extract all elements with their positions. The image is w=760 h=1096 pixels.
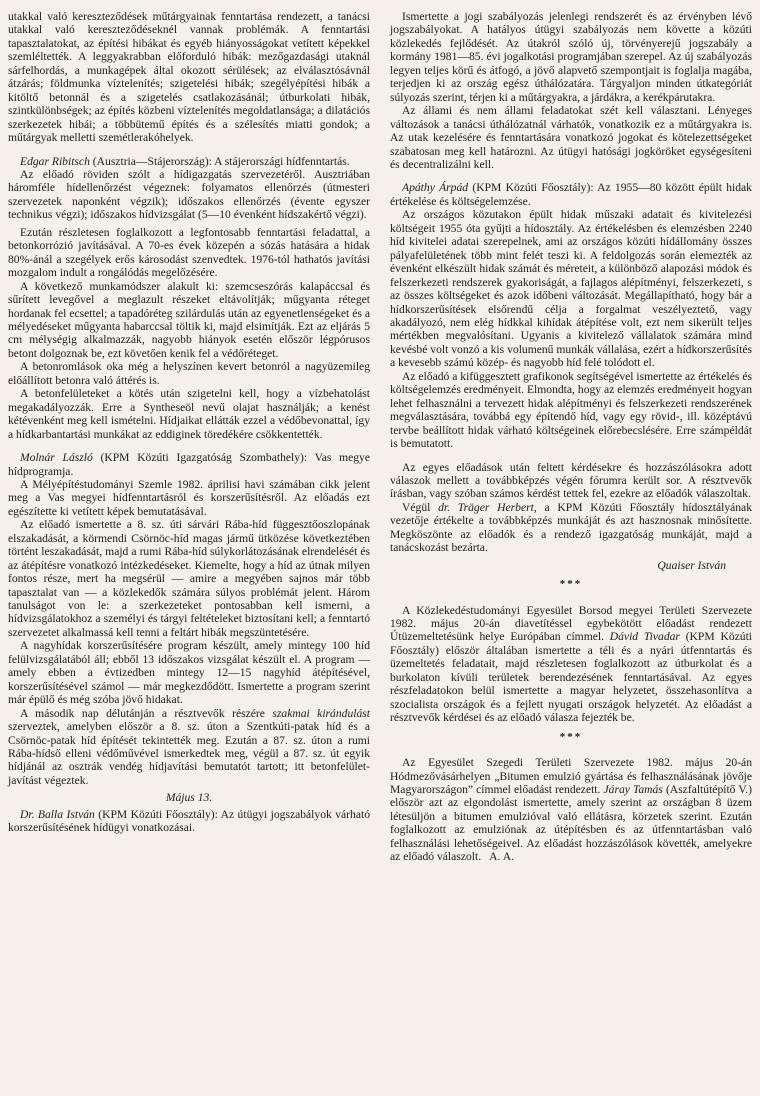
- paragraph: Az egyes előadások után feltett kérdésekre és hozzászólásokra adott válaszok mellett a továbbképzés végén fórumra került sor. A résztvevők írásban, vagy szóban számos kérdést tettek fel, ezekre az előadók válaszoltak.: [390, 460, 752, 501]
- paragraph: Az országos közutakon épült hidak műszaki adatait és kivitelezési költségeit 1955 óta gyűjti a hídosztály. Az értékelésben és elemzésben 2240 híd kivitelei adatai szerepelnek, ami az országos közúti hídállomány összes pályafelületének több mint felét teszi ki. A feldolgozás során elemezték az évenként elkészült hidak számát és méreteit, a különböző alapozási módok és felszerkezeti rendszerek gyakoriságát, a fajlagos alépítményi, felszerkezeti, s az összes költségeket és azok időbeni változását. Megállapítható, hogy bár a hídkorszerűsítések elsőrendű célja a forgalmat veszélyeztető, vagy akadályozó, nem elég hídkkal kihídak átépítése volt, ezt nem sikerült teljes mértékben megvalósítani. Ugyanis a kivitelező vállalatok számára mind kevésbé volt vonzó a kis volumenű munkák vállalása, ezért a hídkorszerűsítés a kevesebb számú közép- és nagyobb híd felé tolódott el.: [390, 208, 752, 370]
- right-column: [390, 10, 752, 1096]
- text-run: (KPM Közúti Főosztály) először általában ismertette a téli és a nyári útfenntartás és üzemeltetés feladatait, majd részletesen foglalkozott az útburkolat és a burkolaton kívüli területek berendezésének fenntartásával. Az egyes részfeladatokon belül ismertette a magyar helyzetet, összehasonlítva a szocialista országok és a fejlett nyugati országok helyzetét. Az előadást a résztvevők kérdései és az előadó válasza fejezték be.: [390, 630, 753, 725]
- text-run: A Közlekedéstudományi Egyesület Borsod megyei Területi Szervezete 1982. május 20-án diavetítéssel egybekötött előadást rendezett Útüzemeltetésünk helye Európában címmel.: [390, 603, 752, 644]
- text-run: szerveztek, amelyben először a 8. sz. úton a Szentkúti-patak híd és a Csörnöc-patak híd építését tekintették meg. Ezután a 87. sz. úton a rumi Rába-hídső elleni védőművével ismerkedtek meg, végül a 87. sz. út egyik hídjánál az osztrák vendég hídjavítási bemutatót tartott; itt betonfelület-javítást végeztek.: [8, 720, 370, 787]
- paragraph: Ismertette a jogi szabályozás jelenlegi rendszerét és az érvényben lévő jogszabályokat. A hatályos útügyi szabályozás nem követte a közúti közlekedés fejlődését. Az útakról szóló új, törvényerejű jogszabály a kormány 1981—85. évi jogalkotási programjában szerepel. Az új szabályozás legyen teljes körű és átfogó, a jövő alapvető szempontjait is foglalja magába, terjedjen ki az ország egész úthálózatára. Tárgyaljon minden útkategóriát súlyozás szerint, térjen ki a műtárgyakra, a járdákra, a kerékpárutakra.: [390, 10, 752, 104]
- section-date: Május 13.: [165, 791, 213, 805]
- paragraph: Az állami és nem állami feladatokat szét kell választani. Lényeges változások a tanácsi úthálózatnál várhatók, vonatkozik ez a műtárgyakra is. Az utak kezelésére és fenntartására vonatkozó jogokat és kötelezettségeket szabatosan meg kell határozni. Az útügyi hatósági jogköröket egységesíteni és decentralizálni kell.: [390, 104, 752, 171]
- paragraph: Az előadó ismertette a 8. sz. úti sárvári Rába-híd függesztőoszlopának elszakadását, a körmendi Csörnöc-híd magas jármű ütközése következtében történt leszakadását, majd a rumi Rába-híd súlykorlátozásának elrendelését és az átépítésre vonatkozó intézkedéseket. Kiemelte, hogy a híd az útnak milyen fontos része, mert ha megsérül — amire a megyében sajnos már több tapasztalat van — a közlekedők számára súlyos problémát jelent. Három tanulságot von le: a szerkezeteket pontosabban kell ismerni, a hídvizsgálatokhoz a személyi és tárgyi feltételeket biztosítani kell; a fenntartó szervezetet alkalmassá kell tenni a feltárt hibák megszüntetésére.: [8, 518, 370, 639]
- speaker-name: Dávid Tivadar: [609, 630, 680, 644]
- author-signature: Quaiser István: [657, 558, 726, 572]
- paragraph: [390, 604, 752, 725]
- paragraph: A betonfelületeket a kötés után szigetelni kell, hogy a vízbehatolást megakadályozzák. Erre a Syntheseöl nevű olajat használják; a kenést kétévenként meg kell ismételni. Hídjaikat ellátták ezzel a védőbevonattal, így a hídkarbantartási munkákat az eddiginek töredékére csökkentették.: [8, 387, 370, 441]
- lecture-heading: [8, 451, 370, 478]
- paragraph: [390, 756, 752, 864]
- lecture-heading: [390, 181, 752, 208]
- paragraph: A nagyhídak korszerűsítésére program készült, amely mintegy 100 híd felülvizsgálatából áll; ebből 13 időszakos vizsgálat készült el. A program — amely ebben a évtizedben mintegy 12—15 nagyhíd átépítésével, korszerűsítésével számol — már megkezdődött. Ismertette a program szerint már épülő és még szóba jövő hidakat.: [8, 639, 370, 707]
- speaker-name: Járay Tamás: [603, 783, 663, 797]
- lecture-heading: [8, 155, 370, 168]
- paragraph: [8, 707, 370, 788]
- text-run: , a KPM Közúti Főosztály hídosztályának vezetője értékelte a továbbképzés munkáját és azt hasznosnak minősítette. Megköszönte az előadók és a rendező igazgatóság munkáját, majd a tanácskozást bezárta.: [390, 500, 753, 555]
- author-initials: A. A.: [489, 850, 514, 864]
- text-run: Az Egyesület Szegedi Területi Szervezete 1982. május 20-án Hódmezővásárhelyen „Bitumen emulzió gyártása és felhasználásának jövője Magyarországon” címmel előadást rendezett.: [390, 756, 752, 797]
- paragraph: Ezután részletesen foglalkozott a legfontosabb fenntartási feladattal, a betonkorrózió javításával. A 70-es évek közepén a sózás hatására a hidak 80%-ánál a szegélyek erős károsodást szenvedtek. 1976-tól hathatós javítási mozgalom indult a rongálódás megelőzésére.: [8, 225, 370, 280]
- lecture-title: (Ausztria—Stájerország): A stájerországi hídfenntartás.: [89, 154, 350, 168]
- paragraph: A betonromlások oka még a helyszínen kevert betonról a nagyüzemileg előállított betonra való áttérés is.: [8, 360, 370, 387]
- speaker-name: Apáthy Árpád: [402, 181, 469, 195]
- section-separator: ***: [559, 730, 583, 743]
- left-column: [8, 10, 370, 1096]
- lecture-title: (KPM Közúti Igazgatóság Szombathely): Vas megye hídprogramja.: [8, 451, 370, 478]
- text-run: A második nap délutánján a résztvevők részére: [20, 706, 273, 720]
- text-run: (Aszfaltútépítő V.) először azt az elgondolást ismertette, amely szerint az országban 8 üzem létesüljön a bitumen emulzióval való ellátásra, körzetek szerint. Ezután foglalkozott az emulziónak az útépítésben és az útfenntartásban való felhasználási lehetőségeivel. Az előadást hozzászólások követték, amelyekre az előadó válaszolt.: [390, 783, 752, 864]
- text-run: Végül: [402, 500, 439, 514]
- paragraph: Az előadó röviden szólt a hídigazgatás szervezetéről. Ausztriában háromféle hídellenőrzést végeznek: folyamatos ellenőrzés (útmesteri szervezetek naponként végzik); időszakos ellenőrzés (évente egyszer technikus végzi); időszakos hídvizsgálat (5—10 évenként hídszakértő végzi).: [8, 167, 370, 222]
- lecture-heading: [8, 808, 370, 835]
- speaker-name: Molnár László: [20, 451, 93, 465]
- paragraph: A Mélyépítéstudományi Szemle 1982. áprilisi havi számában cikk jelent meg a Vas megyei hídfenntartásról és korszerűsítésről. Az előadás ezt egészítette ki vetített képek bemutatásával.: [8, 477, 370, 518]
- paragraph: Az előadó a kifüggesztett grafikonok segítségével ismertette az értékelés és költségelemzés eredményeit. Elmondta, hogy az elemzés eredményeit hogyan lehet felhasználni a tervezett hidak alépítményi és felszerkezeti rendszerének megválasztására, továbbá egy építendő híd, vagy egy rövid-, ill. középtávú tervbe beállított hidak várható költségeinek előrebecslésére. Erre számpéldát is bemutatott.: [390, 369, 752, 451]
- paragraph: [390, 501, 752, 555]
- speaker-name: Edgar Ribitsch: [20, 154, 90, 168]
- emphasis: szakmai kirándulást: [272, 706, 370, 720]
- person-name: dr. Träger Herbert: [438, 500, 534, 514]
- paragraph: utakkal való kereszteződések műtárgyainak fenntartása rendezett, a tanácsi utakkal való kereszteződéseknél vannak problémák. A fenntartási tapasztalatokat, az építési hibákat és egyéb hiányosságokat vetített képekkel szemléltették. A leggyakrabban előforduló hibák: mezőgazdasági utaknál sárfelhordás, a munkagépek által okozott sérülések; az elválasztósávnál átzárás; földmunka víztelenítés; szigetelési hibák; szegélyépítési hibák a kitöltő betonnál és a szigetelés csatlakozásánál; útburkolati hibák, szintkülönbségek; az építés közbeni víztelenítés megoldatlansága; a dilatációs szerkezetek hibái; a többütemű építés és a szélesítés miatti gondok; a műtárgyak melletti szemétlerakóhelyek.: [8, 10, 370, 145]
- paragraph: A következő munkamódszer alakult ki: szemcseszórás kalapáccsal és sűrített levegővel a meglazult részeket eltávolítják; műgyanta réteget hordanak fel ecsettel; a tapadóréteg szilárdulás után az egyenetlenségeket és a mélyedéseket műgyanta habarccsal töltik ki, majd elsimítják. Ezt az eljárás 5 cm mélységig alkalmazzák, nagyobb hiányok esetén először légpórusos betont dolgoznak be, ezt követően kenik fel a védőréteget.: [8, 279, 370, 360]
- lecture-title: (KPM Közúti Főosztály): Az útügyi jogszabályok várható korszerűsítésének hídügyi vonatkozásai.: [8, 807, 370, 835]
- speaker-name: Dr. Balla István: [20, 807, 95, 821]
- lecture-title: (KPM Közúti Főosztály): Az 1955—80 között épült hidak értékelése és költségelemzése.: [390, 181, 752, 208]
- section-separator: ***: [559, 578, 583, 591]
